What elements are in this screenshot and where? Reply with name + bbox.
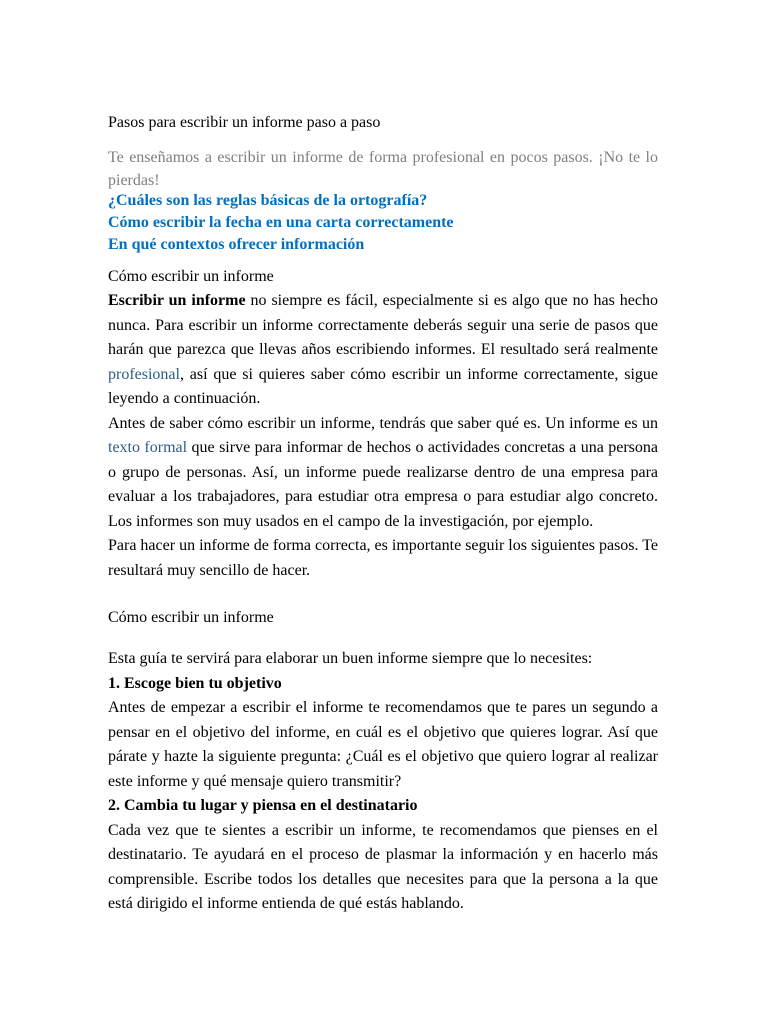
paragraph: Para hacer un informe de forma correcta, es importante seguir los siguientes pasos. Te resultará muy sencillo de hacer. [108,537,658,579]
link-profesional[interactable]: profesional [108,365,180,383]
paragraph [108,289,658,412]
related-link-ortografia[interactable]: ¿Cuáles son las reglas básicas de la ortografía? [108,192,428,209]
section-body [108,647,658,917]
step-heading: 2. Cambia tu lugar y piensa en el destinatario [108,797,418,814]
intro-text: Te enseñamos a escribir un informe de forma profesional en pocos pasos. ¡No te lo pierdas! [108,149,658,189]
related-links [108,190,454,256]
bold-lead: Escribir un informe [108,292,246,309]
section-body [108,289,658,583]
related-link-fecha-carta[interactable]: Cómo escribir la fecha en una carta correctamente [108,214,454,231]
related-link-contextos[interactable]: En qué contextos ofrecer información [108,236,365,253]
paragraph: Cada vez que te sientes a escribir un informe, te recomendamos que pienses en el destinatario. Te ayudará en el proceso de plasmar la información y en hacerlo más comprensible. Escribe todos los detalles que necesites para que la persona a la que está dirigido el informe entienda de qué estás hablando. [108,821,658,912]
link-texto-formal[interactable]: texto formal [108,439,188,456]
paragraph-text: , así que si quieres saber cómo escribir un informe correctamente, sigue leyendo a continuación. [108,365,658,407]
document-title: Pasos para escribir un informe paso a paso [108,114,381,131]
section-heading: Cómo escribir un informe [108,268,274,285]
paragraph-text: Antes de saber cómo escribir un informe, tendrás que saber qué es. Un informe es un [108,414,658,432]
paragraph-text: no siempre es fácil, especialmente si es algo que no has hecho nunca. Para escribir un informe correctamente deberás seguir una serie de pasos que harán que parezca que llevas años escribiendo informes. El resultado será realmente [108,292,658,358]
paragraph [108,412,658,535]
paragraph: Antes de empezar a escribir el informe te recomendamos que te pares un segundo a pensar en el objetivo del informe, en cuál es el objetivo que quieres lograr. Así que párate y hazte la siguiente pregunta: ¿Cuál es el objetivo que quiero lograr al realizar este informe y qué mensaje quiero transmitir? [108,699,658,790]
section-heading: Cómo escribir un informe [108,609,274,626]
step-heading: 1. Escoge bien tu objetivo [108,674,282,692]
paragraph-text: que sirve para informar de hechos o actividades concretas a una persona o grupo de personas. Así, un informe puede realizarse dentro de una empresa para evaluar a los trabajadores, para estudiar otra empresa o para estudiar algo concreto. Los informes son muy usados en el campo de la investigación, por ejemplo. [108,439,659,530]
paragraph: Esta guía te servirá para elaborar un buen informe siempre que lo necesites: [108,650,593,667]
